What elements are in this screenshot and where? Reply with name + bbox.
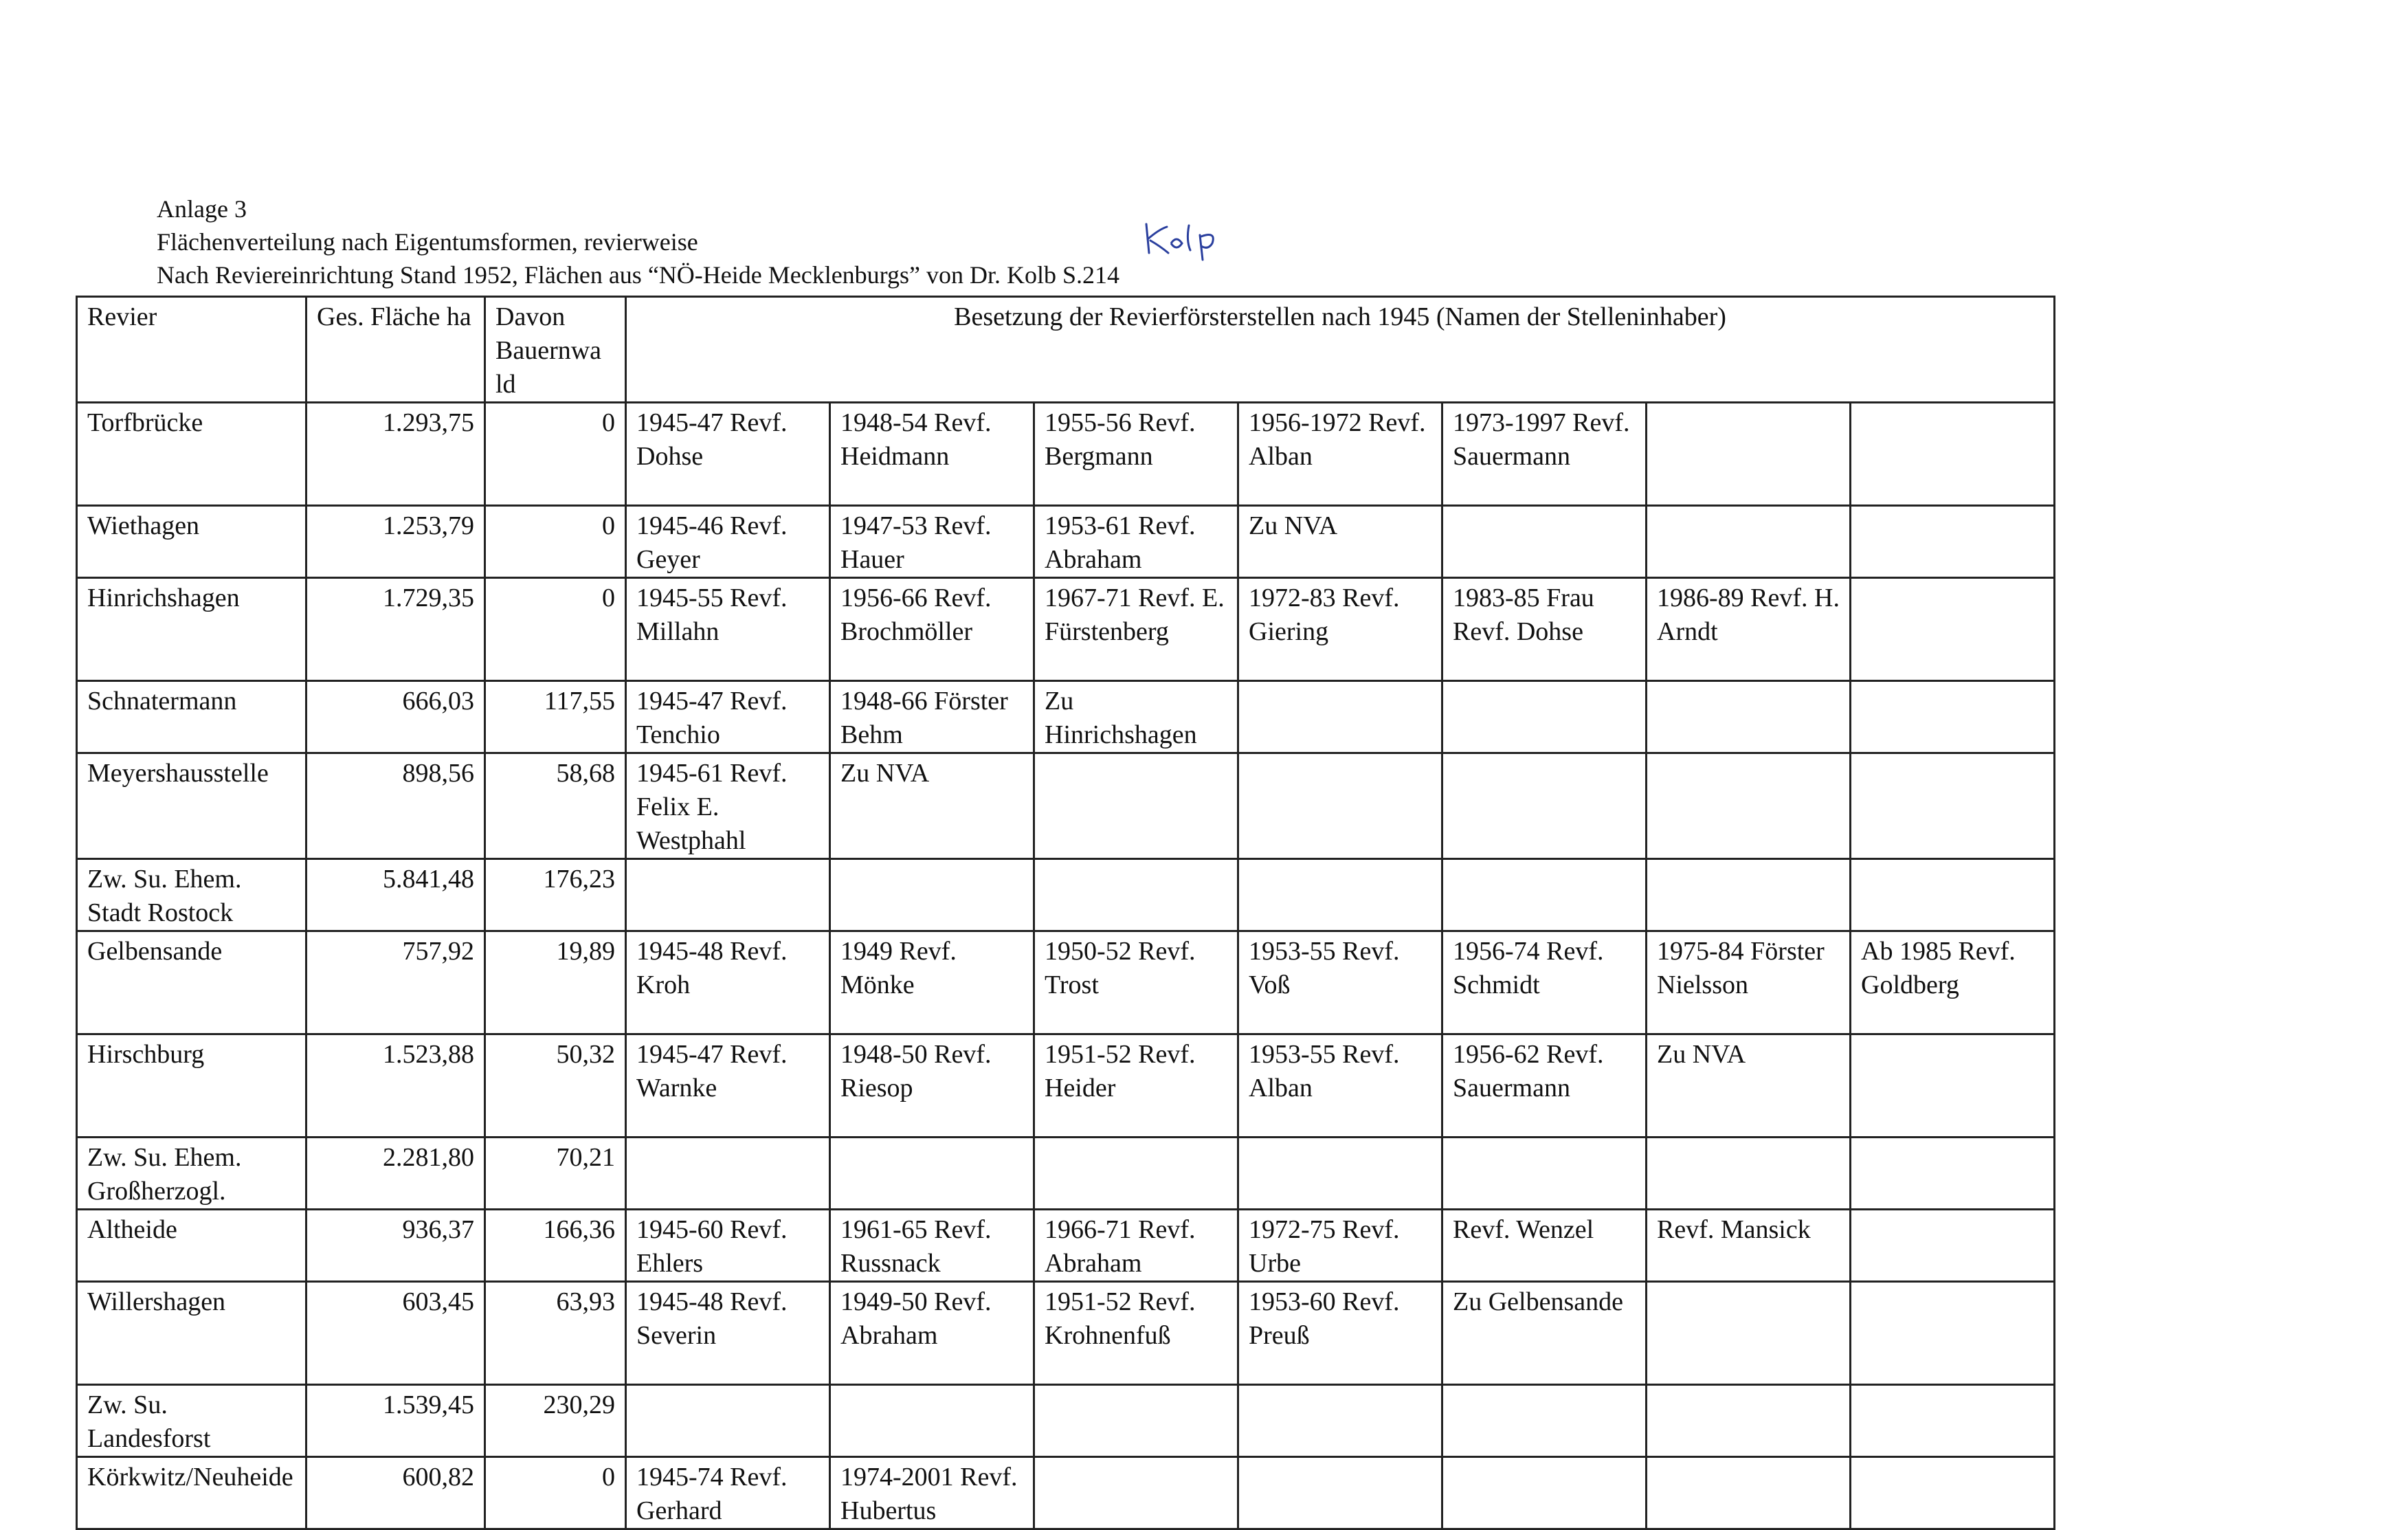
header-revier: Revier bbox=[77, 297, 306, 403]
cell-staffing bbox=[1442, 1457, 1647, 1529]
cell-area: 1.729,35 bbox=[306, 578, 485, 681]
cell-staffing bbox=[1238, 1385, 1442, 1457]
cell-area: 1.253,79 bbox=[306, 506, 485, 578]
cell-staffing bbox=[1034, 859, 1238, 931]
cell-staffing bbox=[626, 1138, 830, 1210]
cell-area: 5.841,48 bbox=[306, 859, 485, 931]
cell-area: 898,56 bbox=[306, 753, 485, 859]
cell-staffing: 1986-89 Revf. H. Arndt bbox=[1647, 578, 1851, 681]
cell-farm-forest: 70,21 bbox=[485, 1138, 626, 1210]
forest-district-table bbox=[76, 296, 2055, 1530]
cell-area: 1.523,88 bbox=[306, 1034, 485, 1138]
document-heading: Anlage 3 bbox=[157, 195, 247, 223]
handwritten-note-kolb bbox=[1141, 220, 1230, 261]
cell-revier: Zw. Su. Ehem. Stadt Rostock bbox=[77, 859, 306, 931]
cell-staffing bbox=[1851, 506, 2055, 578]
cell-staffing bbox=[1442, 1385, 1647, 1457]
cell-staffing bbox=[1034, 1457, 1238, 1529]
cell-staffing: 1974-2001 Revf. Hubertus bbox=[830, 1457, 1034, 1529]
cell-revier: Zw. Su. Ehem. Großherzogl. bbox=[77, 1138, 306, 1210]
table-row bbox=[77, 859, 2055, 931]
cell-staffing: 1948-54 Revf. Heidmann bbox=[830, 403, 1034, 506]
table-row bbox=[77, 681, 2055, 753]
cell-area: 2.281,80 bbox=[306, 1138, 485, 1210]
cell-staffing: 1945-48 Revf. Kroh bbox=[626, 931, 830, 1034]
cell-staffing: 1945-46 Revf. Geyer bbox=[626, 506, 830, 578]
cell-farm-forest: 0 bbox=[485, 506, 626, 578]
cell-staffing: 1945-55 Revf. Millahn bbox=[626, 578, 830, 681]
cell-staffing: 1951-52 Revf. Heider bbox=[1034, 1034, 1238, 1138]
cell-staffing: 1951-52 Revf. Krohnenfuß bbox=[1034, 1282, 1238, 1385]
cell-staffing bbox=[1851, 1138, 2055, 1210]
cell-staffing: 1956-1972 Revf. Alban bbox=[1238, 403, 1442, 506]
cell-staffing: 1966-71 Revf. Abraham bbox=[1034, 1210, 1238, 1282]
cell-area: 1.539,45 bbox=[306, 1385, 485, 1457]
table-row bbox=[77, 1282, 2055, 1385]
cell-staffing: 1947-53 Revf. Hauer bbox=[830, 506, 1034, 578]
cell-staffing bbox=[1851, 681, 2055, 753]
cell-staffing: 1972-83 Revf. Giering bbox=[1238, 578, 1442, 681]
cell-staffing bbox=[1442, 859, 1647, 931]
cell-revier: Meyershausstelle bbox=[77, 753, 306, 859]
cell-staffing bbox=[1238, 753, 1442, 859]
cell-staffing bbox=[1442, 506, 1647, 578]
cell-staffing: 1949-50 Revf. Abraham bbox=[830, 1282, 1034, 1385]
cell-staffing: 1945-60 Revf. Ehlers bbox=[626, 1210, 830, 1282]
cell-staffing: 1961-65 Revf. Russnack bbox=[830, 1210, 1034, 1282]
table-header-row bbox=[77, 297, 2055, 403]
cell-staffing: Zu Hinrichshagen bbox=[1034, 681, 1238, 753]
header-staffing: Besetzung der Revierförsterstellen nach 1945 (Namen der Stelleninhaber) bbox=[626, 297, 2055, 403]
cell-revier: Altheide bbox=[77, 1210, 306, 1282]
cell-staffing bbox=[1851, 1457, 2055, 1529]
cell-staffing: 1945-47 Revf. Tenchio bbox=[626, 681, 830, 753]
cell-staffing: 1945-48 Revf. Severin bbox=[626, 1282, 830, 1385]
cell-staffing bbox=[1851, 1385, 2055, 1457]
table-row bbox=[77, 753, 2055, 859]
cell-revier: Hinrichshagen bbox=[77, 578, 306, 681]
cell-staffing bbox=[1851, 1282, 2055, 1385]
cell-farm-forest: 176,23 bbox=[485, 859, 626, 931]
cell-staffing: 1953-55 Revf. Alban bbox=[1238, 1034, 1442, 1138]
cell-staffing bbox=[1647, 1385, 1851, 1457]
cell-staffing: 1956-62 Revf. Sauermann bbox=[1442, 1034, 1647, 1138]
cell-staffing: 1953-55 Revf. Voß bbox=[1238, 931, 1442, 1034]
cell-staffing bbox=[1851, 403, 2055, 506]
table-row bbox=[77, 506, 2055, 578]
cell-staffing: 1948-66 Förster Behm bbox=[830, 681, 1034, 753]
cell-revier: Wiethagen bbox=[77, 506, 306, 578]
cell-farm-forest: 230,29 bbox=[485, 1385, 626, 1457]
cell-staffing: 1949 Revf. Mönke bbox=[830, 931, 1034, 1034]
cell-staffing bbox=[830, 1138, 1034, 1210]
cell-staffing bbox=[626, 859, 830, 931]
cell-staffing: 1955-56 Revf. Bergmann bbox=[1034, 403, 1238, 506]
cell-staffing: 1945-74 Revf. Gerhard bbox=[626, 1457, 830, 1529]
cell-staffing bbox=[1034, 1138, 1238, 1210]
header-area: Ges. Fläche ha bbox=[306, 297, 485, 403]
cell-revier: Willershagen bbox=[77, 1282, 306, 1385]
cell-staffing bbox=[1442, 1138, 1647, 1210]
cell-farm-forest: 166,36 bbox=[485, 1210, 626, 1282]
cell-staffing bbox=[1238, 681, 1442, 753]
cell-staffing: 1945-47 Revf. Warnke bbox=[626, 1034, 830, 1138]
cell-staffing bbox=[1647, 753, 1851, 859]
cell-area: 936,37 bbox=[306, 1210, 485, 1282]
cell-area: 1.293,75 bbox=[306, 403, 485, 506]
cell-staffing bbox=[1851, 753, 2055, 859]
cell-staffing bbox=[830, 859, 1034, 931]
cell-staffing bbox=[1647, 681, 1851, 753]
cell-revier: Körkwitz/Neuheide bbox=[77, 1457, 306, 1529]
cell-farm-forest: 50,32 bbox=[485, 1034, 626, 1138]
cell-staffing bbox=[1647, 506, 1851, 578]
cell-area: 603,45 bbox=[306, 1282, 485, 1385]
cell-revier: Torfbrücke bbox=[77, 403, 306, 506]
cell-staffing bbox=[1238, 859, 1442, 931]
cell-revier: Gelbensande bbox=[77, 931, 306, 1034]
source-line: Nach Reviereinrichtung Stand 1952, Flächen aus “NÖ-Heide Mecklenburgs” von Dr. Kolb S.214 bbox=[157, 261, 1120, 289]
cell-staffing bbox=[1851, 578, 2055, 681]
cell-staffing: 1975-84 Förster Nielsson bbox=[1647, 931, 1851, 1034]
table-row bbox=[77, 1385, 2055, 1457]
cell-staffing bbox=[1647, 1282, 1851, 1385]
cell-staffing bbox=[1647, 1138, 1851, 1210]
table-row bbox=[77, 931, 2055, 1034]
table-row bbox=[77, 1457, 2055, 1529]
cell-staffing: Zu NVA bbox=[1238, 506, 1442, 578]
cell-staffing: 1950-52 Revf. Trost bbox=[1034, 931, 1238, 1034]
cell-staffing: 1956-66 Revf. Brochmöller bbox=[830, 578, 1034, 681]
cell-farm-forest: 117,55 bbox=[485, 681, 626, 753]
cell-farm-forest: 0 bbox=[485, 1457, 626, 1529]
cell-staffing bbox=[1442, 753, 1647, 859]
cell-staffing bbox=[1647, 403, 1851, 506]
cell-staffing: 1945-61 Revf. Felix E. Westphahl bbox=[626, 753, 830, 859]
cell-farm-forest: 63,93 bbox=[485, 1282, 626, 1385]
cell-staffing: 1983-85 Frau Revf. Dohse bbox=[1442, 578, 1647, 681]
cell-staffing: Zu NVA bbox=[830, 753, 1034, 859]
cell-staffing: 1945-47 Revf. Dohse bbox=[626, 403, 830, 506]
cell-staffing bbox=[1238, 1457, 1442, 1529]
cell-staffing bbox=[1238, 1138, 1442, 1210]
cell-staffing bbox=[1034, 753, 1238, 859]
cell-staffing: Zu NVA bbox=[1647, 1034, 1851, 1138]
cell-revier: Schnatermann bbox=[77, 681, 306, 753]
cell-area: 600,82 bbox=[306, 1457, 485, 1529]
cell-staffing: 1967-71 Revf. E. Fürstenberg bbox=[1034, 578, 1238, 681]
cell-staffing: Revf. Mansick bbox=[1647, 1210, 1851, 1282]
cell-staffing: 1953-60 Revf. Preuß bbox=[1238, 1282, 1442, 1385]
cell-staffing bbox=[1647, 1457, 1851, 1529]
cell-staffing bbox=[626, 1385, 830, 1457]
cell-staffing: Ab 1985 Revf. Goldberg bbox=[1851, 931, 2055, 1034]
cell-staffing: 1973-1997 Revf. Sauermann bbox=[1442, 403, 1647, 506]
cell-staffing bbox=[1851, 859, 2055, 931]
cell-staffing bbox=[1851, 1034, 2055, 1138]
cell-area: 757,92 bbox=[306, 931, 485, 1034]
table-row bbox=[77, 403, 2055, 506]
cell-staffing: 1953-61 Revf. Abraham bbox=[1034, 506, 1238, 578]
cell-revier: Hirschburg bbox=[77, 1034, 306, 1138]
cell-staffing: Revf. Wenzel bbox=[1442, 1210, 1647, 1282]
header-farm-forest: Davon Bauernwa ld bbox=[485, 297, 626, 403]
table-row bbox=[77, 578, 2055, 681]
table-row bbox=[77, 1210, 2055, 1282]
cell-farm-forest: 19,89 bbox=[485, 931, 626, 1034]
cell-staffing: 1948-50 Revf. Riesop bbox=[830, 1034, 1034, 1138]
cell-farm-forest: 58,68 bbox=[485, 753, 626, 859]
cell-staffing: 1956-74 Revf. Schmidt bbox=[1442, 931, 1647, 1034]
document-subtitle: Flächenverteilung nach Eigentumsformen, revierweise bbox=[157, 228, 698, 256]
cell-staffing: 1972-75 Revf. Urbe bbox=[1238, 1210, 1442, 1282]
cell-staffing bbox=[1034, 1385, 1238, 1457]
table-row bbox=[77, 1138, 2055, 1210]
cell-farm-forest: 0 bbox=[485, 403, 626, 506]
cell-staffing bbox=[1851, 1210, 2055, 1282]
cell-staffing bbox=[830, 1385, 1034, 1457]
cell-revier: Zw. Su. Landesforst bbox=[77, 1385, 306, 1457]
cell-staffing bbox=[1442, 681, 1647, 753]
cell-farm-forest: 0 bbox=[485, 578, 626, 681]
cell-area: 666,03 bbox=[306, 681, 485, 753]
cell-staffing bbox=[1647, 859, 1851, 931]
cell-staffing: Zu Gelbensande bbox=[1442, 1282, 1647, 1385]
table-row bbox=[77, 1034, 2055, 1138]
